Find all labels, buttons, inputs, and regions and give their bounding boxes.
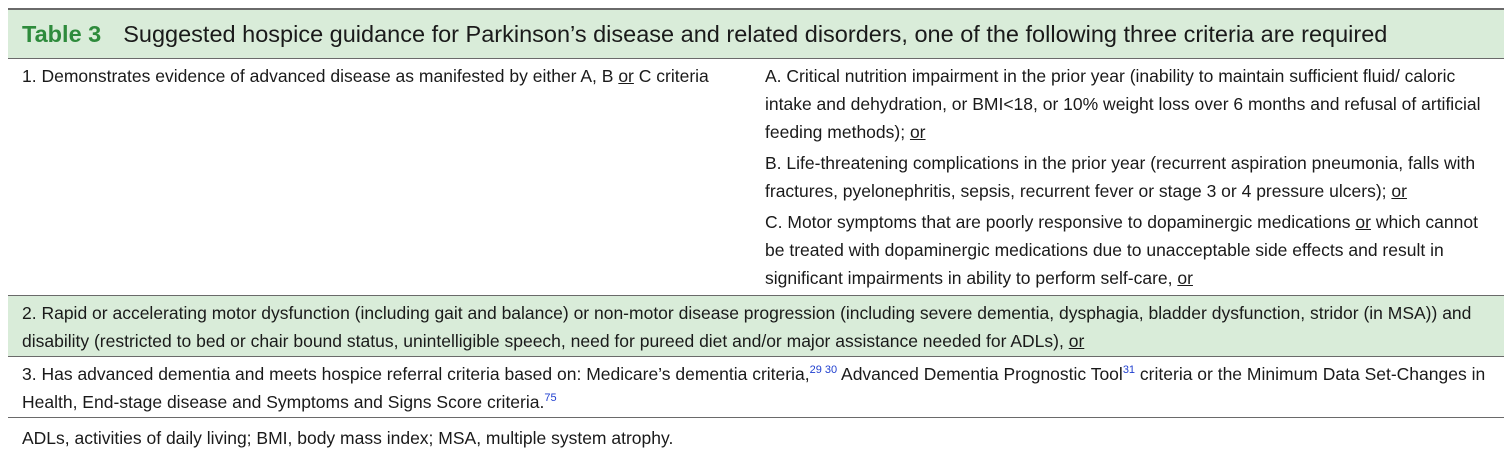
criterion-c-text-a: C. Motor symptoms that are poorly responsive to dopaminergic medications xyxy=(765,212,1356,232)
criterion-b xyxy=(765,149,1496,205)
criterion-c-text-b: which cannot be treated with dopaminergic medications due to unacceptable side effects and result in significant impairments in ability to perform self-care, xyxy=(765,212,1478,288)
criterion-a xyxy=(765,62,1496,146)
table-row-3 xyxy=(8,356,1504,417)
criterion-c xyxy=(765,208,1496,292)
table-3 xyxy=(8,8,1504,457)
table-row-2 xyxy=(8,295,1504,356)
reference-75[interactable]: 75 xyxy=(544,392,557,405)
criterion-c-or-mid: or xyxy=(1355,212,1371,232)
row1-text-prefix: 1. Demonstrates evidence of advanced disease as manifested by either A, B xyxy=(22,66,619,86)
table-title: Suggested hospice guidance for Parkinson’s disease and related disorders, one of the following three criteria are required xyxy=(123,20,1388,47)
criterion-c-or: or xyxy=(1177,268,1193,288)
criterion-a-text: A. Critical nutrition impairment in the prior year (inability to maintain sufficient fluid/ caloric intake and dehydration, or BMI<18, or 10% weight loss over 6 months and refusal of artificial feeding methods); xyxy=(765,66,1481,142)
row3-text-3: criteria or the Minimum Data Set-Changes in Health, End-stage disease and Symptoms and Signs Score criteria. xyxy=(22,364,1486,412)
row1-or: or xyxy=(618,66,634,86)
criterion-b-text: B. Life-threatening complications in the prior year (recurrent aspiration pneumonia, falls with fractures, pyelonephritis, sepsis, recurrent fever or stage 3 or 4 pressure ulcers); xyxy=(765,153,1476,201)
row3-text-2: Advanced Dementia Prognostic Tool xyxy=(837,364,1123,384)
table-title-bar xyxy=(8,8,1504,58)
table-label: Table 3 xyxy=(22,20,102,47)
row1-subcriteria xyxy=(765,62,1504,295)
row3-text-1: 3. Has advanced dementia and meets hospice referral criteria based on: Medicare’s dementia criteria, xyxy=(22,364,810,384)
reference-31[interactable]: 31 xyxy=(1122,364,1136,377)
criterion-b-or: or xyxy=(1391,181,1407,201)
reference-29-30[interactable]: 29 30 xyxy=(809,364,838,377)
row1-criterion xyxy=(8,62,765,295)
table-footnote: ADLs, activities of daily living; BMI, body mass index; MSA, multiple system atrophy. xyxy=(8,417,1504,457)
row2-text: 2. Rapid or accelerating motor dysfunction (including gait and balance) or non-motor disease progression (including severe dementia, dysphagia, bladder dysfunction, stridor (in MSA)) and disability (restricted to bed or chair bound status, unintelligible speech, need for pureed diet and/or major assistance needed for ADLs), xyxy=(22,303,1472,351)
criterion-a-or: or xyxy=(909,122,926,142)
row2-or: or xyxy=(1068,331,1085,351)
row1-text-suffix: C criteria xyxy=(633,66,709,86)
table-row-1 xyxy=(8,58,1504,295)
